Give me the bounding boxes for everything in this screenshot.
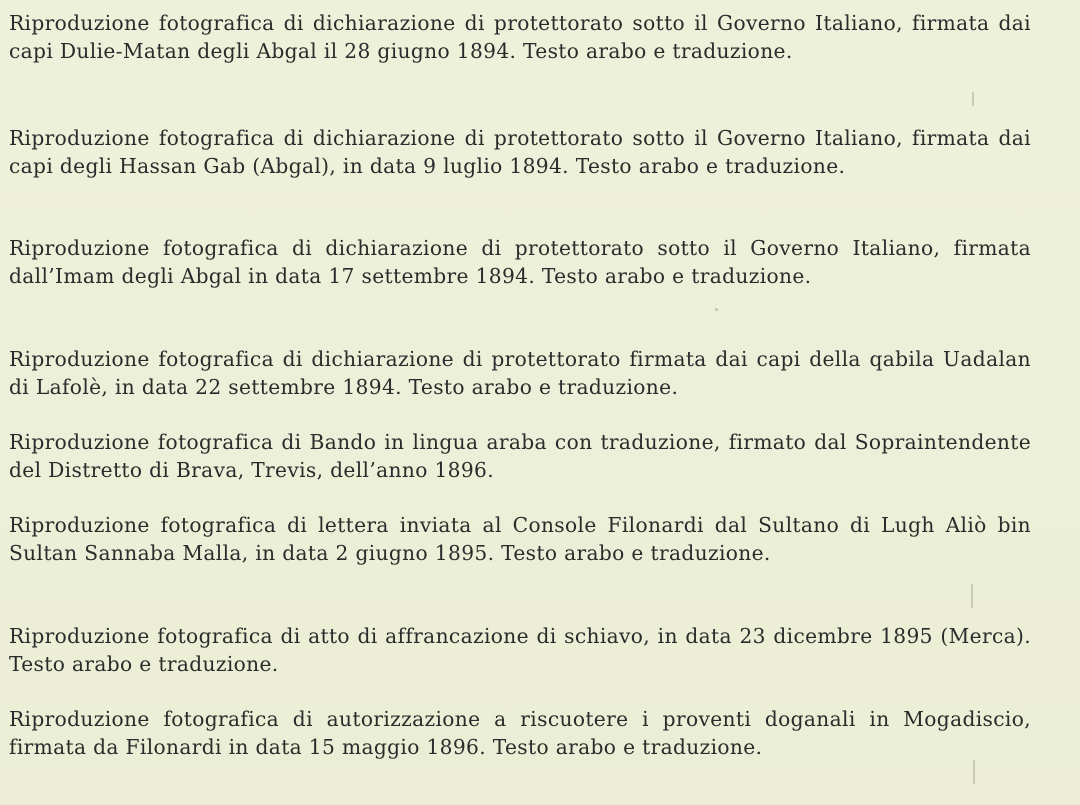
entry-5: Riproduzione fotografica di Bando in lingua araba con traduzione, firmato dal Sopraintendente del Distretto di Brava, Trevis, dell’anno 1896. bbox=[9, 430, 1031, 482]
paper-mark bbox=[971, 584, 973, 608]
entry-1: Riproduzione fotografica di dichiarazione di protettorato sotto il Governo Italiano, firmata dai capi Dulie-Matan degli Abgal il 28 giugno 1894. Testo arabo e traduzione. bbox=[9, 11, 1031, 63]
paper-mark bbox=[973, 760, 975, 784]
entry-3: Riproduzione fotografica di dichiarazione di protettorato sotto il Governo Italiano, firmata dall’Imam degli Abgal in data 17 settembre 1894. Testo arabo e traduzione. bbox=[9, 236, 1031, 288]
entry-6: Riproduzione fotografica di lettera inviata al Console Filonardi dal Sultano di Lugh Aliò bin Sultan Sannaba Malla, in data 2 giugno 1895. Testo arabo e traduzione. bbox=[9, 513, 1031, 565]
entry-7: Riproduzione fotografica di atto di affrancazione di schiavo, in data 23 dicembre 1895 (Merca). Testo arabo e traduzione. bbox=[9, 624, 1031, 676]
entry-4: Riproduzione fotografica di dichiarazione di protettorato firmata dai capi della qabila Uadalan di Lafolè, in data 22 settembre 1894. Testo arabo e traduzione. bbox=[9, 347, 1031, 399]
paper-mark bbox=[715, 308, 718, 311]
entry-8: Riproduzione fotografica di autorizzazione a riscuotere i proventi doganali in Mogadiscio, firmata da Filonardi in data 15 maggio 1896. Testo arabo e traduzione. bbox=[9, 707, 1031, 759]
paper-mark bbox=[972, 92, 974, 106]
entry-2: Riproduzione fotografica di dichiarazione di protettorato sotto il Governo Italiano, firmata dai capi degli Hassan Gab (Abgal), in data 9 luglio 1894. Testo arabo e traduzione. bbox=[9, 126, 1031, 178]
